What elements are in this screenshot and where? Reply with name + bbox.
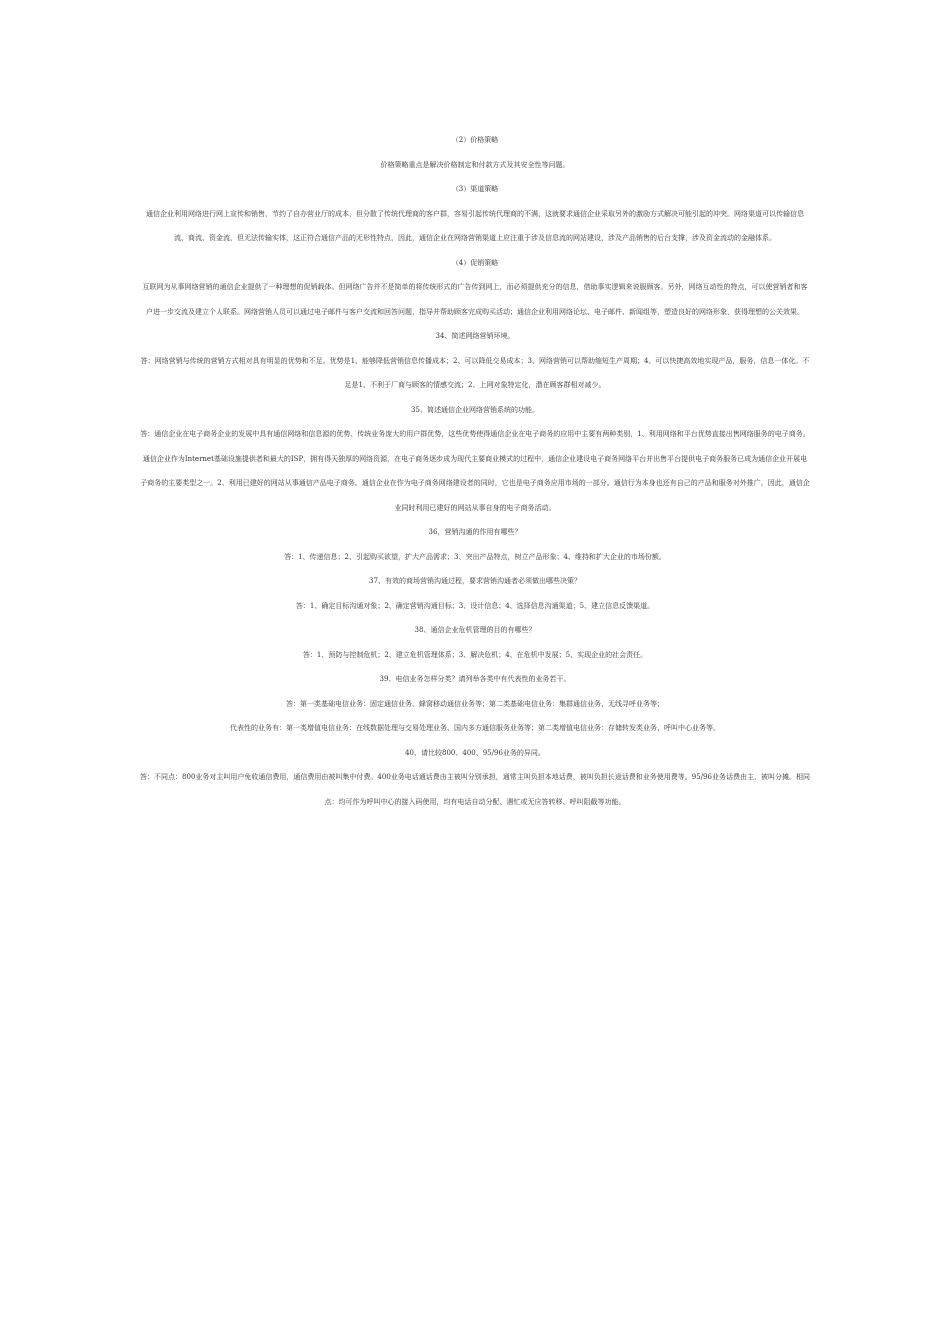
answer-36: 答：1、传递信息；2、引起购买欲望，扩大产品需求；3、突出产品特点，树立产品形象；4、维持和扩大企业的市场份额。 [284, 552, 666, 561]
answer-38: 答：1、预防与控制危机；2、建立危机管理体系；3、解决危机；4、在危机中发展；5、实现企业的社会责任。 [302, 650, 648, 659]
paragraph-price-strategy: 价格策略重点是解决价格制定和付款方式及其安全性等问题。 [380, 160, 570, 169]
answer-37: 答：1、确定目标沟通对象；2、确定营销沟通目标；3、设计信息；4、选择信息沟通渠道；5、建立信息反馈渠道。 [295, 601, 655, 610]
question-35: 35、简述通信企业网络营销系统的功能。 [411, 405, 539, 414]
heading-promotion-strategy: （4）促销策略 [451, 258, 499, 267]
answer-40: 答：不同点：800业务对主叫用户免收通信费用，通信费用由被叫集中付费。400业务电话通话费由主被叫分别承担，通常主叫负担本地话费，被叫负担长途话费和业务使用费等。95/96业务话费由主、被叫分摊。相同点：均可作为呼叫中心的接入码使用，均有电话自动分配、遇忙或无应答转移、呼叫阻截等功能。 [140, 773, 810, 806]
question-39: 39、电信业务怎样分类？请列举各类中有代表性的业务若干。 [379, 675, 571, 683]
answer-39-part-1: 答：第一类基础电信业务：固定通信业务、蜂窝移动通信业务等；第二类基础电信业务：集群通信业务、无线寻呼业务等； [286, 699, 664, 708]
question-40: 40、请比较800、400、95/96业务的异同。 [405, 748, 545, 757]
question-34: 34、简述网络营销环境。 [435, 332, 515, 340]
paragraph-channel-strategy: 通信企业利用网络进行网上宣传和销售，节约了自办营业厅的成本，但分散了传统代理商的客户群，容易引起传统代理商的不满，这就要求通信企业采取另外的激励方式解决可能引起的冲突。网络渠道可以传输信息流、商流、资金流，但无法传输实体，这正符合通信产品的无形性特点，因此，通信企业在网络营销渠道上应注重于涉及信息流的网站建设，涉及产品销售的后台支撑，涉及资金流动的金融体系。 [146, 209, 804, 242]
answer-34: 答：网络营销与传统的营销方式相对具有明显的优势和不足。优势是1、能够降低营销信息传播成本；2、可以降低交易成本；3、网络营销可以帮助缩短生产周期；4、可以快捷高效地实现产品，服务，信息一体化。不足是1、不利于厂商与顾客的情感交流；2、上网对象特定化，潜在顾客群相对减少。 [140, 356, 810, 389]
question-37: 37、有效的商场营销沟通过程，要求营销沟通者必须做出哪些决策？ [369, 577, 581, 585]
heading-channel-strategy: （3）渠道策略 [451, 185, 499, 193]
paragraph-promotion-strategy: 互联网为从事网络营销的通信企业提供了一种理想的促销载体。但网络广告并不是简单的将传统形式的广告传到网上，而必须提供充分的信息，借助事实逻辑来说服顾客。另外，网络互动性的特点，可以使营销者和客户进一步交流及建立个人联系。网络营销人员可以通过电子邮件与客户交流和回答问题，指导并帮助顾客完成购买活动；通信企业利用网络论坛、电子邮件、新闻组等，塑造良好的网络形象，获得理想的公关效果。 [142, 283, 808, 316]
question-36: 36，营销沟通的作用有哪些？ [428, 528, 522, 536]
answer-35: 答：通信企业在电子商务企业的发展中具有通信网络和信息源的优势、传统业务庞大的用户群优势，这些优势使得通信企业在电子商务的应用中主要有两种类别，1、利用网络和平台优势直接出售网络服务的电子商务。通信企业作为Internet基础设施提供者和最大的ISP，拥有得天独厚的网络资源，在电子商务逐步成为现代主要商业模式的过程中，通信企业建设电子商务网络平台并出售平台提供电子商务服务已成为通信企业开展电子商务的主要类型之一。2、利用已建好的网站从事通信产品电子商务。通信企业在作为电子商务网络建设者的同时，它也是电子商务应用市场的一部分。通信行为本身也还有自己的产品和服务对外推广，因此，通信企业同时利用已建好的网站从事自身的电子商务活动。 [140, 430, 810, 512]
answer-39-part-2: 代表性的业务有：第一类增值电信业务：在线数据处理与交易处理业务、国内多方通信服务业务等；第二类增值电信业务：存储转发类业务、呼叫中心业务等。 [230, 724, 720, 732]
question-38: 38、通信企业危机管理的目的有哪些？ [414, 626, 536, 634]
heading-price-strategy: （2）价格策略 [451, 136, 499, 144]
document-page [140, 128, 810, 814]
